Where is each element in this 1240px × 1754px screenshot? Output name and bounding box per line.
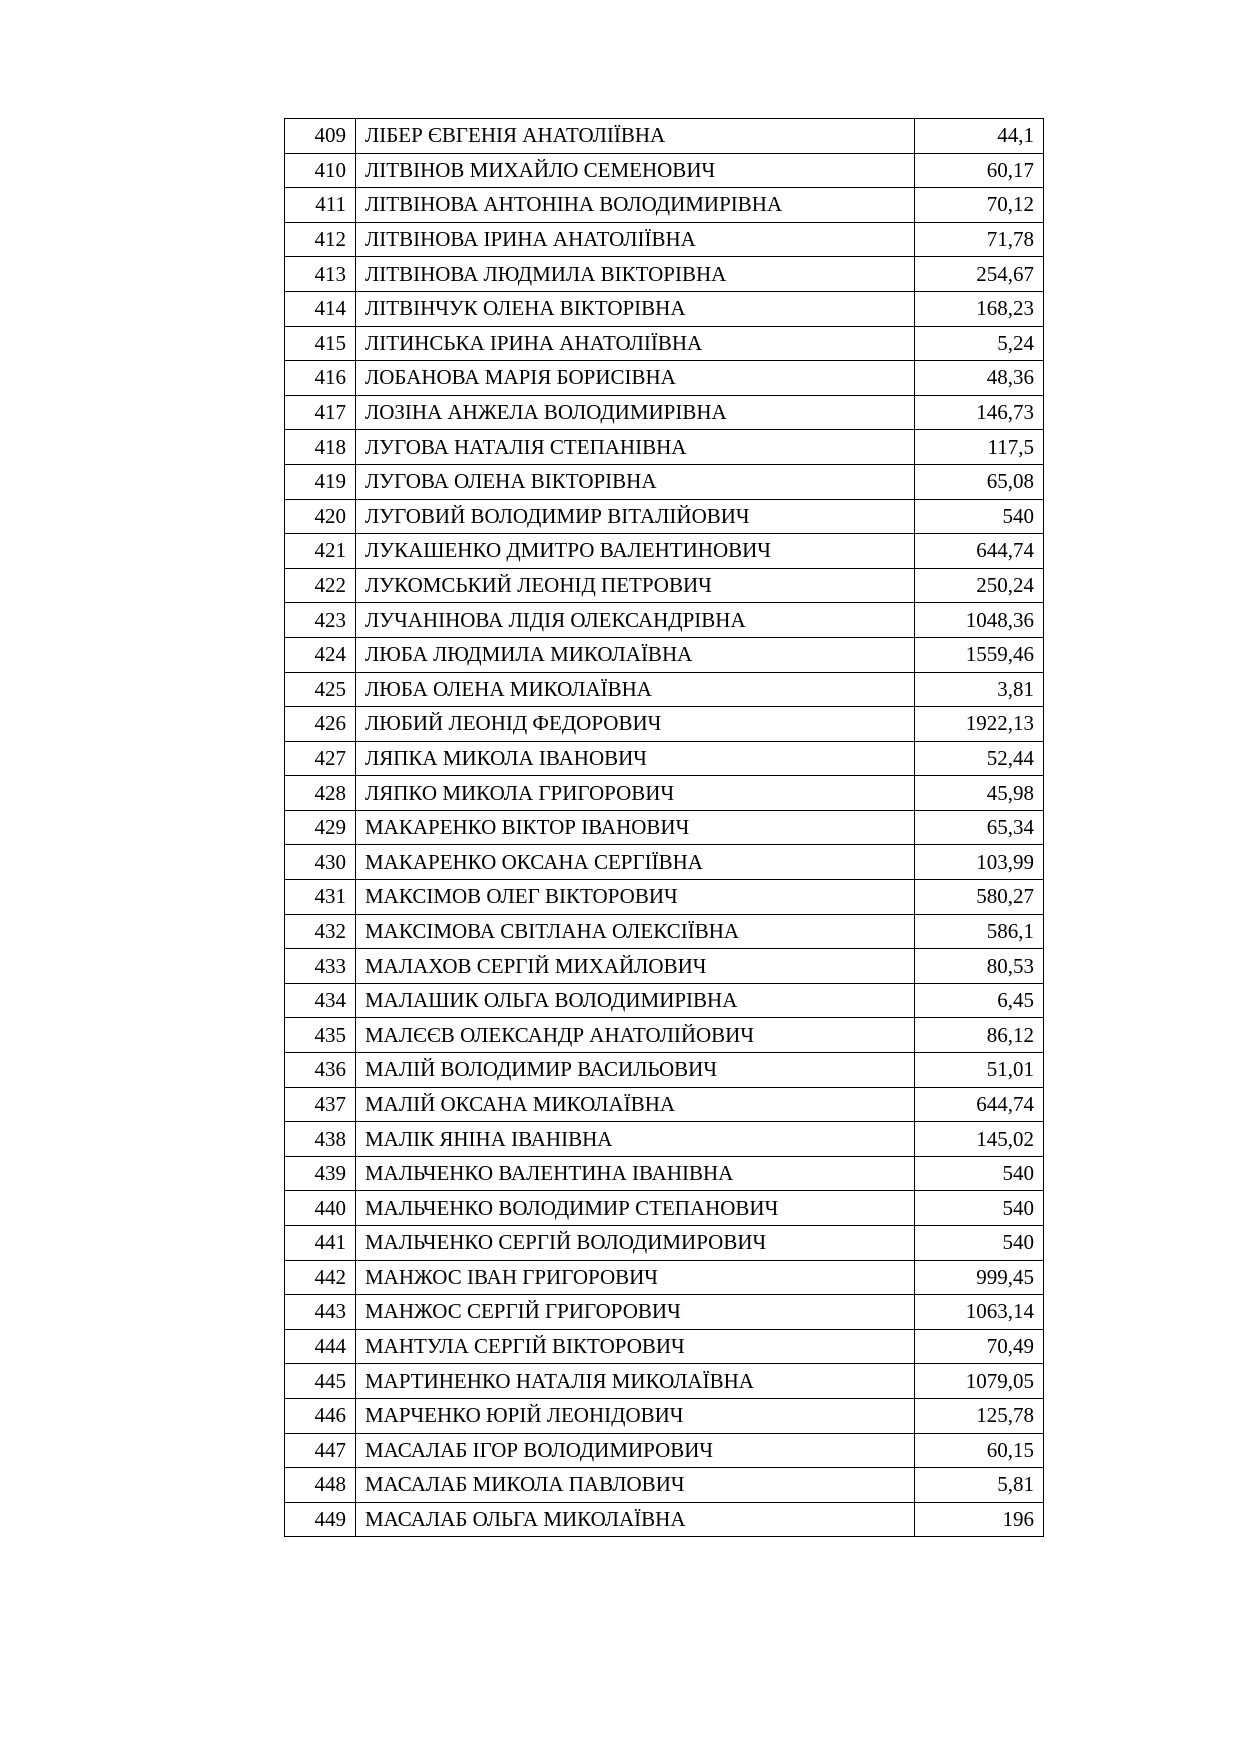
amount-cell: 1063,14 (915, 1295, 1044, 1330)
table-row (285, 361, 1044, 396)
amount-cell: 103,99 (915, 845, 1044, 880)
table-row (285, 291, 1044, 326)
table-row (285, 1502, 1044, 1537)
person-name-cell: ЛУГОВИЙ ВОЛОДИМИР ВІТАЛІЙОВИЧ (356, 499, 915, 534)
person-name-cell: ЛІТВІНОВА АНТОНІНА ВОЛОДИМИРІВНА (356, 188, 915, 223)
person-name-cell: МАКАРЕНКО ВІКТОР ІВАНОВИЧ (356, 810, 915, 845)
amount-cell: 540 (915, 1226, 1044, 1261)
table-row (285, 1260, 1044, 1295)
row-number-cell: 421 (285, 534, 356, 569)
person-name-cell: МАЛЬЧЕНКО СЕРГІЙ ВОЛОДИМИРОВИЧ (356, 1226, 915, 1261)
table-row (285, 880, 1044, 915)
person-name-cell: ЛУГОВА ОЛЕНА ВІКТОРІВНА (356, 464, 915, 499)
person-name-cell: МАКСІМОВ ОЛЕГ ВІКТОРОВИЧ (356, 880, 915, 915)
amount-cell: 1079,05 (915, 1364, 1044, 1399)
person-name-cell: ЛЯПКО МИКОЛА ГРИГОРОВИЧ (356, 776, 915, 811)
row-number-cell: 441 (285, 1226, 356, 1261)
person-name-cell: МАЛІК ЯНІНА ІВАНІВНА (356, 1122, 915, 1157)
amount-cell: 999,45 (915, 1260, 1044, 1295)
person-name-cell: ЛЮБА ЛЮДМИЛА МИКОЛАЇВНА (356, 637, 915, 672)
person-name-cell: МАНТУЛА СЕРГІЙ ВІКТОРОВИЧ (356, 1329, 915, 1364)
person-name-cell: ЛОЗІНА АНЖЕЛА ВОЛОДИМИРІВНА (356, 395, 915, 430)
table-row (285, 1191, 1044, 1226)
row-number-cell: 424 (285, 637, 356, 672)
row-number-cell: 445 (285, 1364, 356, 1399)
amount-cell: 70,12 (915, 188, 1044, 223)
row-number-cell: 433 (285, 949, 356, 984)
person-name-cell: МАСАЛАБ МИКОЛА ПАВЛОВИЧ (356, 1468, 915, 1503)
amount-cell: 48,36 (915, 361, 1044, 396)
row-number-cell: 439 (285, 1156, 356, 1191)
row-number-cell: 448 (285, 1468, 356, 1503)
amount-cell: 540 (915, 499, 1044, 534)
table-row (285, 119, 1044, 154)
table-row (285, 776, 1044, 811)
person-name-cell: ЛІТВІНОВ МИХАЙЛО СЕМЕНОВИЧ (356, 153, 915, 188)
row-number-cell: 428 (285, 776, 356, 811)
amount-cell: 586,1 (915, 914, 1044, 949)
row-number-cell: 425 (285, 672, 356, 707)
row-number-cell: 426 (285, 707, 356, 742)
amount-cell: 5,24 (915, 326, 1044, 361)
table-row (285, 499, 1044, 534)
amount-cell: 44,1 (915, 119, 1044, 154)
amount-cell: 168,23 (915, 291, 1044, 326)
table-row (285, 741, 1044, 776)
row-number-cell: 440 (285, 1191, 356, 1226)
row-number-cell: 429 (285, 810, 356, 845)
row-number-cell: 416 (285, 361, 356, 396)
person-name-cell: ЛОБАНОВА МАРІЯ БОРИСІВНА (356, 361, 915, 396)
amount-cell: 3,81 (915, 672, 1044, 707)
row-number-cell: 436 (285, 1053, 356, 1088)
table-row (285, 1087, 1044, 1122)
person-name-cell: МАКСІМОВА СВІТЛАНА ОЛЕКСІЇВНА (356, 914, 915, 949)
row-number-cell: 432 (285, 914, 356, 949)
table-row (285, 188, 1044, 223)
amount-cell: 6,45 (915, 983, 1044, 1018)
table-row (285, 983, 1044, 1018)
table-row (285, 810, 1044, 845)
amount-cell: 65,34 (915, 810, 1044, 845)
person-name-cell: МАЛЬЧЕНКО ВОЛОДИМИР СТЕПАНОВИЧ (356, 1191, 915, 1226)
table-body (285, 119, 1044, 1537)
amount-cell: 52,44 (915, 741, 1044, 776)
row-number-cell: 423 (285, 603, 356, 638)
row-number-cell: 427 (285, 741, 356, 776)
person-name-cell: МАНЖОС ІВАН ГРИГОРОВИЧ (356, 1260, 915, 1295)
amount-cell: 70,49 (915, 1329, 1044, 1364)
table-row (285, 1053, 1044, 1088)
row-number-cell: 443 (285, 1295, 356, 1330)
table-row (285, 326, 1044, 361)
amount-cell: 540 (915, 1191, 1044, 1226)
table-row (285, 153, 1044, 188)
amount-cell: 254,67 (915, 257, 1044, 292)
amount-cell: 51,01 (915, 1053, 1044, 1088)
person-name-cell: ЛІТИНСЬКА ІРИНА АНАТОЛІЇВНА (356, 326, 915, 361)
table-row (285, 1329, 1044, 1364)
row-number-cell: 419 (285, 464, 356, 499)
amount-cell: 86,12 (915, 1018, 1044, 1053)
table-row (285, 534, 1044, 569)
table-row (285, 1018, 1044, 1053)
amount-cell: 145,02 (915, 1122, 1044, 1157)
table-row (285, 672, 1044, 707)
person-name-cell: ЛІТВІНЧУК ОЛЕНА ВІКТОРІВНА (356, 291, 915, 326)
amount-cell: 1922,13 (915, 707, 1044, 742)
person-name-cell: МАКАРЕНКО ОКСАНА СЕРГІЇВНА (356, 845, 915, 880)
table-row (285, 1433, 1044, 1468)
amount-cell: 125,78 (915, 1398, 1044, 1433)
amount-cell: 117,5 (915, 430, 1044, 465)
amount-cell: 540 (915, 1156, 1044, 1191)
amount-cell: 250,24 (915, 568, 1044, 603)
row-number-cell: 410 (285, 153, 356, 188)
table-row (285, 707, 1044, 742)
row-number-cell: 434 (285, 983, 356, 1018)
table-row (285, 1295, 1044, 1330)
table-row (285, 430, 1044, 465)
table-row (285, 603, 1044, 638)
person-name-cell: МАЛЄЄВ ОЛЕКСАНДР АНАТОЛІЙОВИЧ (356, 1018, 915, 1053)
amount-cell: 80,53 (915, 949, 1044, 984)
amount-cell: 45,98 (915, 776, 1044, 811)
row-number-cell: 411 (285, 188, 356, 223)
amount-cell: 580,27 (915, 880, 1044, 915)
person-name-cell: ЛУГОВА НАТАЛІЯ СТЕПАНІВНА (356, 430, 915, 465)
table-row (285, 568, 1044, 603)
row-number-cell: 444 (285, 1329, 356, 1364)
person-name-cell: МАЛІЙ ВОЛОДИМИР ВАСИЛЬОВИЧ (356, 1053, 915, 1088)
amount-cell: 644,74 (915, 534, 1044, 569)
table-row (285, 257, 1044, 292)
row-number-cell: 409 (285, 119, 356, 154)
table-row (285, 914, 1044, 949)
row-number-cell: 435 (285, 1018, 356, 1053)
person-name-cell: МАЛАШИК ОЛЬГА ВОЛОДИМИРІВНА (356, 983, 915, 1018)
person-name-cell: МАРТИНЕНКО НАТАЛІЯ МИКОЛАЇВНА (356, 1364, 915, 1399)
row-number-cell: 449 (285, 1502, 356, 1537)
table-row (285, 395, 1044, 430)
table-row (285, 1156, 1044, 1191)
row-number-cell: 414 (285, 291, 356, 326)
amount-cell: 196 (915, 1502, 1044, 1537)
row-number-cell: 415 (285, 326, 356, 361)
person-name-cell: МАЛАХОВ СЕРГІЙ МИХАЙЛОВИЧ (356, 949, 915, 984)
amount-cell: 644,74 (915, 1087, 1044, 1122)
table-row (285, 949, 1044, 984)
table-row (285, 222, 1044, 257)
recipients-table (284, 118, 1044, 1537)
table-row (285, 1364, 1044, 1399)
row-number-cell: 418 (285, 430, 356, 465)
person-name-cell: ЛУКАШЕНКО ДМИТРО ВАЛЕНТИНОВИЧ (356, 534, 915, 569)
row-number-cell: 422 (285, 568, 356, 603)
person-name-cell: ЛЯПКА МИКОЛА ІВАНОВИЧ (356, 741, 915, 776)
amount-cell: 71,78 (915, 222, 1044, 257)
person-name-cell: ЛУЧАНІНОВА ЛІДІЯ ОЛЕКСАНДРІВНА (356, 603, 915, 638)
amount-cell: 5,81 (915, 1468, 1044, 1503)
row-number-cell: 430 (285, 845, 356, 880)
table-row (285, 1468, 1044, 1503)
person-name-cell: МАСАЛАБ ОЛЬГА МИКОЛАЇВНА (356, 1502, 915, 1537)
amount-cell: 1559,46 (915, 637, 1044, 672)
row-number-cell: 438 (285, 1122, 356, 1157)
amount-cell: 1048,36 (915, 603, 1044, 638)
table-row (285, 845, 1044, 880)
row-number-cell: 417 (285, 395, 356, 430)
row-number-cell: 420 (285, 499, 356, 534)
amount-cell: 65,08 (915, 464, 1044, 499)
row-number-cell: 412 (285, 222, 356, 257)
person-name-cell: МАРЧЕНКО ЮРІЙ ЛЕОНІДОВИЧ (356, 1398, 915, 1433)
table-row (285, 1122, 1044, 1157)
amount-cell: 60,17 (915, 153, 1044, 188)
person-name-cell: ЛІБЕР ЄВГЕНІЯ АНАТОЛІЇВНА (356, 119, 915, 154)
table-row (285, 1226, 1044, 1261)
row-number-cell: 437 (285, 1087, 356, 1122)
person-name-cell: МАСАЛАБ ІГОР ВОЛОДИМИРОВИЧ (356, 1433, 915, 1468)
person-name-cell: МАНЖОС СЕРГІЙ ГРИГОРОВИЧ (356, 1295, 915, 1330)
person-name-cell: ЛЮБА ОЛЕНА МИКОЛАЇВНА (356, 672, 915, 707)
person-name-cell: ЛЮБИЙ ЛЕОНІД ФЕДОРОВИЧ (356, 707, 915, 742)
row-number-cell: 413 (285, 257, 356, 292)
row-number-cell: 447 (285, 1433, 356, 1468)
row-number-cell: 442 (285, 1260, 356, 1295)
table-row (285, 637, 1044, 672)
person-name-cell: ЛІТВІНОВА ІРИНА АНАТОЛІЇВНА (356, 222, 915, 257)
table-row (285, 1398, 1044, 1433)
person-name-cell: ЛУКОМСЬКИЙ ЛЕОНІД ПЕТРОВИЧ (356, 568, 915, 603)
amount-cell: 146,73 (915, 395, 1044, 430)
person-name-cell: МАЛІЙ ОКСАНА МИКОЛАЇВНА (356, 1087, 915, 1122)
person-name-cell: МАЛЬЧЕНКО ВАЛЕНТИНА ІВАНІВНА (356, 1156, 915, 1191)
person-name-cell: ЛІТВІНОВА ЛЮДМИЛА ВІКТОРІВНА (356, 257, 915, 292)
amount-cell: 60,15 (915, 1433, 1044, 1468)
row-number-cell: 446 (285, 1398, 356, 1433)
row-number-cell: 431 (285, 880, 356, 915)
table-row (285, 464, 1044, 499)
